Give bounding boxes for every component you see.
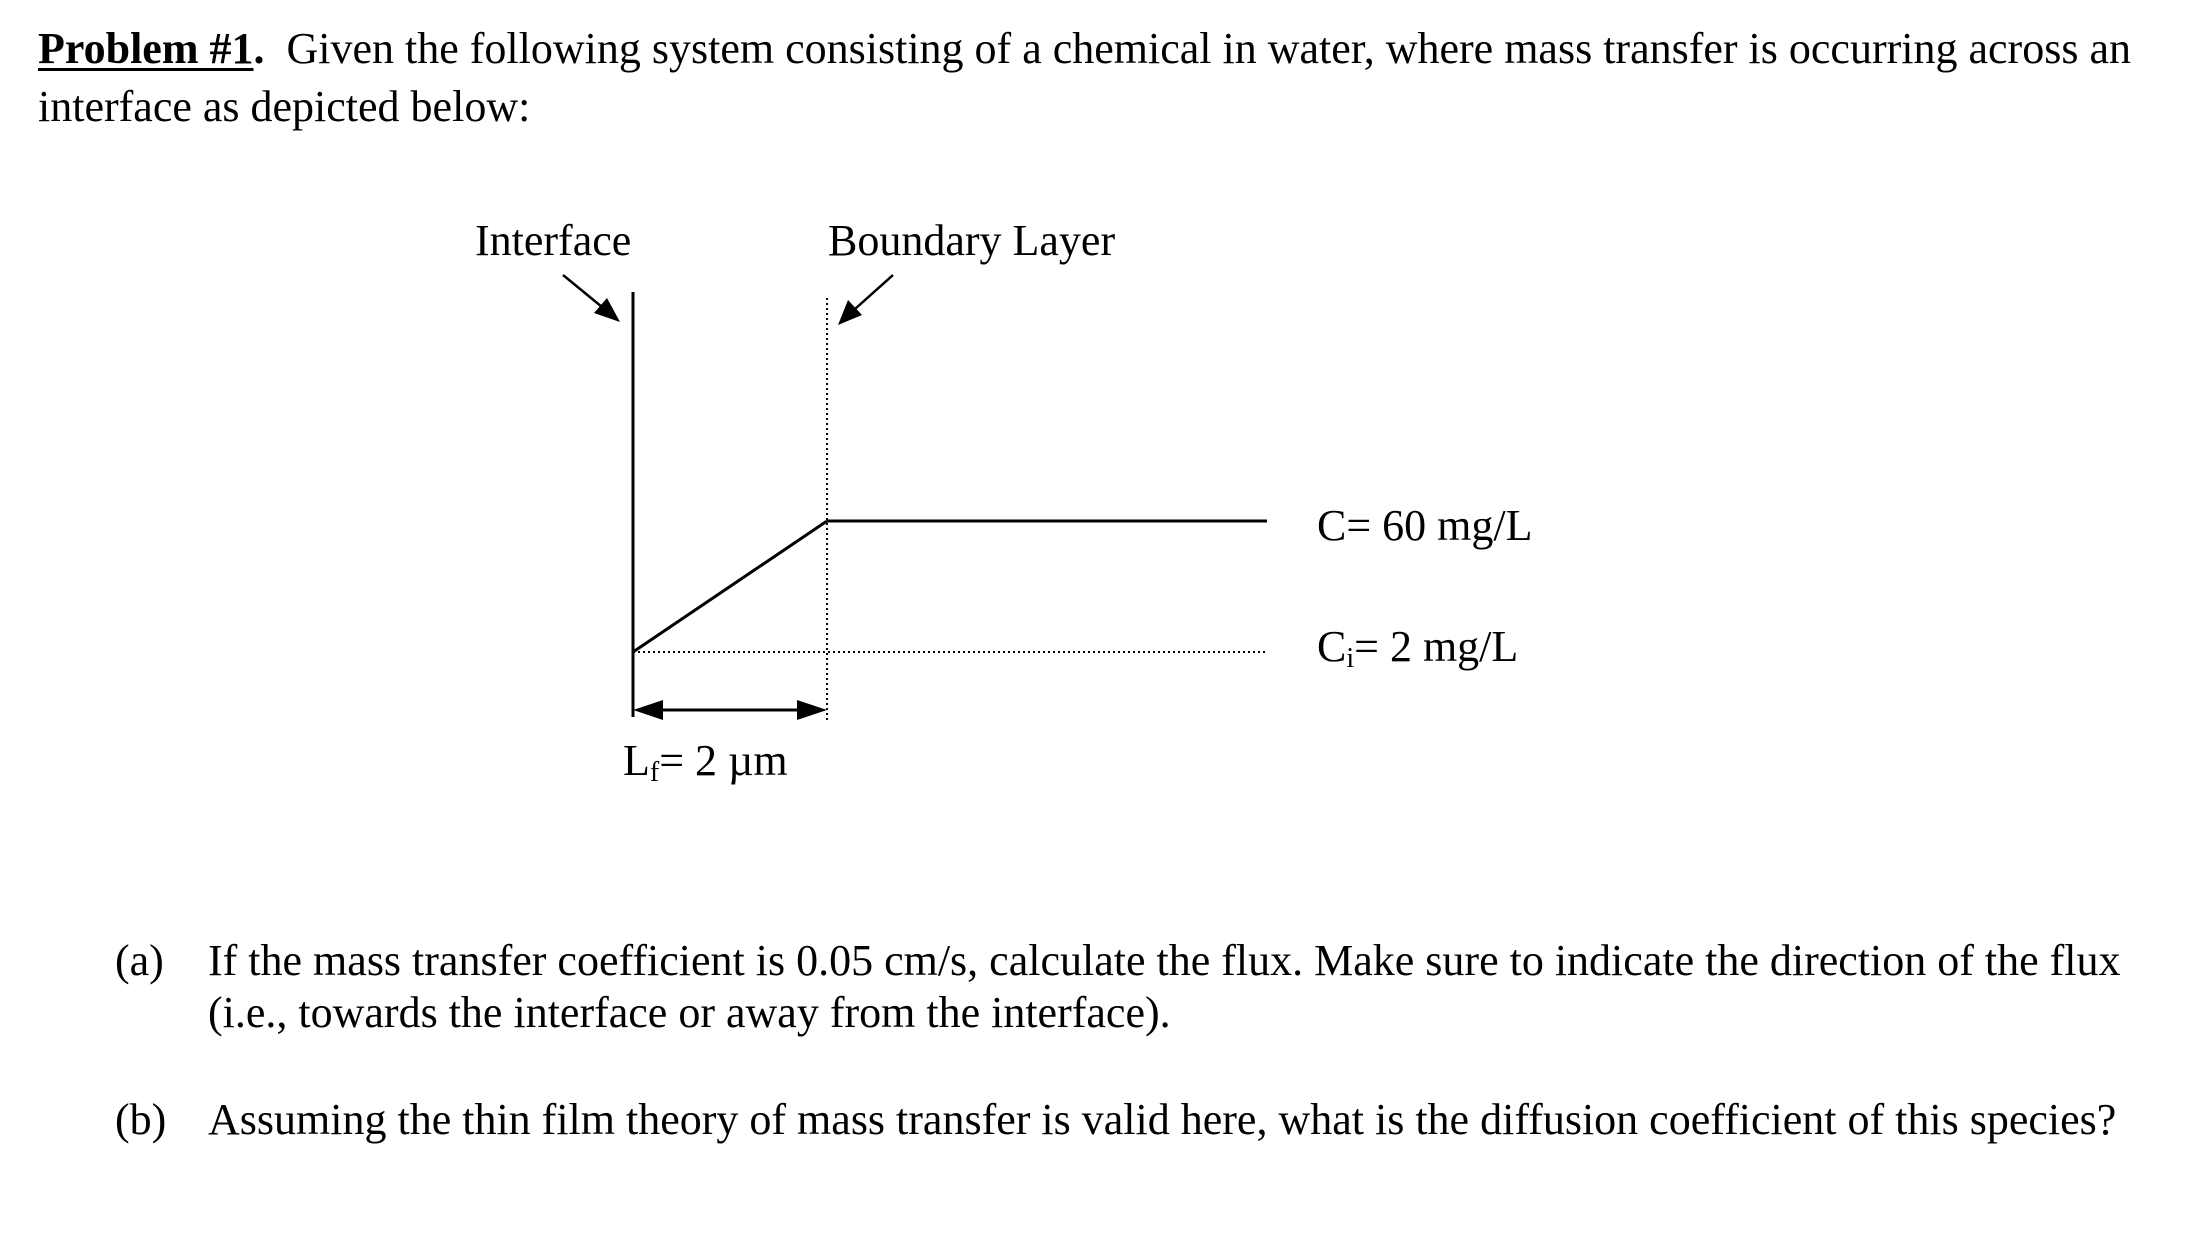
interface-pointer-arrowhead — [594, 298, 620, 322]
boundary-layer-label: Boundary Layer — [828, 216, 1116, 265]
question-marker: (a) — [115, 936, 164, 985]
boundary-layer-pointer-arrowhead — [838, 300, 862, 325]
problem-heading-punct: . — [253, 24, 265, 73]
problem-intro-text: Given the following system consisting of a chemical in water, where mass transfer is occurring across an interface as depicted below: — [38, 24, 2131, 131]
question-item-b — [115, 1094, 2195, 1146]
film-thickness-value: = 2 µm — [659, 736, 788, 785]
bulk-concentration-symbol: C — [1317, 501, 1347, 550]
bulk-concentration-label — [1317, 501, 1533, 550]
interface-label: Interface — [475, 216, 632, 265]
question-text: If the mass transfer coefficient is 0.05 cm/s, calculate the flux. Make sure to indicate the direction of the flux (i.e., towards the interface or away from the interface). — [208, 936, 2121, 1037]
bulk-concentration-value: = 60 mg/L — [1346, 501, 1533, 550]
interface-concentration-subscript: i — [1346, 643, 1355, 674]
interface-concentration-value: = 2 mg/L — [1354, 622, 1519, 671]
film-thickness-arrowhead-right — [797, 700, 827, 720]
question-marker: (b) — [115, 1095, 167, 1144]
question-text: Assuming the thin film theory of mass transfer is valid here, what is the diffusion coefficient of this species? — [208, 1095, 2117, 1144]
film-thickness-subscript: f — [649, 757, 660, 788]
question-item-a — [115, 935, 2195, 1039]
question-list — [115, 935, 2195, 1201]
film-thickness-arrowhead-left — [633, 700, 663, 720]
boundary-layer-pointer-arrow — [855, 275, 893, 309]
interface-concentration-label — [1317, 622, 1518, 674]
problem-heading: Problem #1 — [38, 24, 254, 73]
film-concentration-gradient — [633, 521, 827, 652]
film-thickness-label — [623, 736, 788, 788]
interface-pointer-arrow — [563, 275, 602, 307]
interface-concentration-symbol: C — [1317, 622, 1347, 671]
film-thickness-symbol: L — [623, 736, 650, 785]
